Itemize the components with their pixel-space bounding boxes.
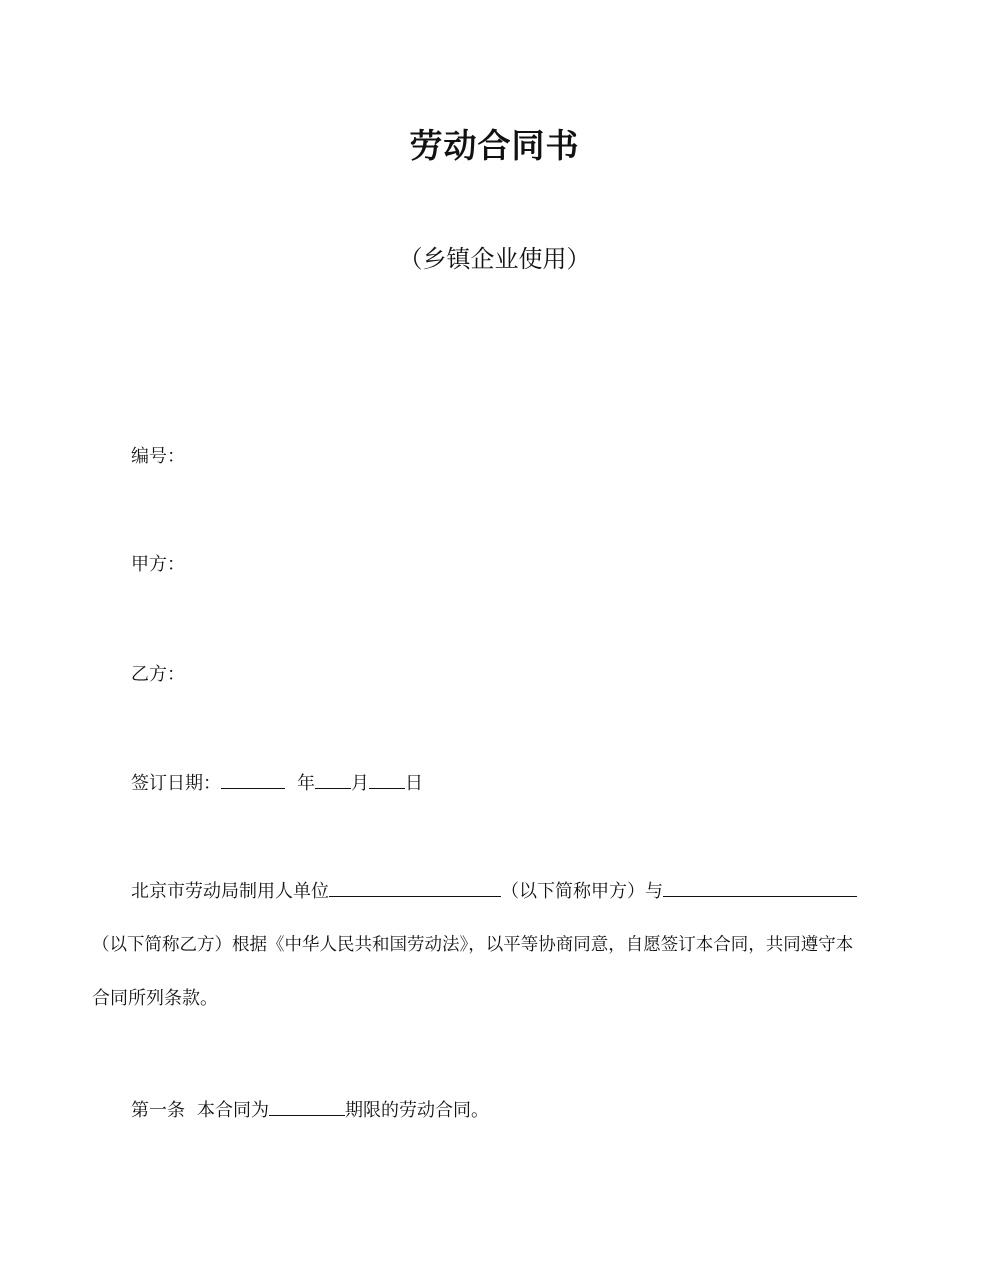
day-label: 日 (405, 773, 423, 794)
month-blank (315, 770, 351, 789)
month-label: 月 (351, 773, 369, 794)
intro-line-1-part-2: （以下简称甲方）与 (501, 881, 663, 902)
article-1-part-2: 期限的劳动合同。 (345, 1100, 489, 1121)
intro-line-1 (131, 878, 857, 905)
sign-date-field (131, 770, 423, 797)
day-blank (369, 770, 405, 789)
contract-term-blank (269, 1097, 345, 1116)
document-subtitle: （乡镇企业使用） (398, 245, 591, 273)
employer-blank (329, 878, 501, 897)
party-a-field (131, 552, 185, 578)
article-1-part-1: 本合同为 (197, 1100, 269, 1121)
sign-date-label: 签订日期： (131, 773, 221, 794)
number-field (131, 444, 185, 470)
article-1-label: 第一条 (131, 1100, 185, 1121)
party-b-field (131, 662, 185, 688)
intro-line-2: （以下简称乙方）根据《中华人民共和国劳动法》，以平等协商同意，自愿签订本合同，共同遵守本 (92, 935, 854, 955)
party-b-label: 乙方： (131, 664, 185, 685)
party-a-label: 甲方： (131, 554, 185, 575)
year-label: 年 (297, 773, 315, 794)
number-label: 编号： (131, 446, 185, 467)
document-title: 劳动合同书 (409, 126, 580, 165)
employee-blank (663, 878, 857, 897)
year-blank (221, 770, 285, 789)
intro-line-3: 合同所列条款。 (92, 988, 218, 1009)
intro-line-1-part-1: 北京市劳动局制用人单位 (131, 881, 329, 902)
article-1 (131, 1097, 489, 1124)
